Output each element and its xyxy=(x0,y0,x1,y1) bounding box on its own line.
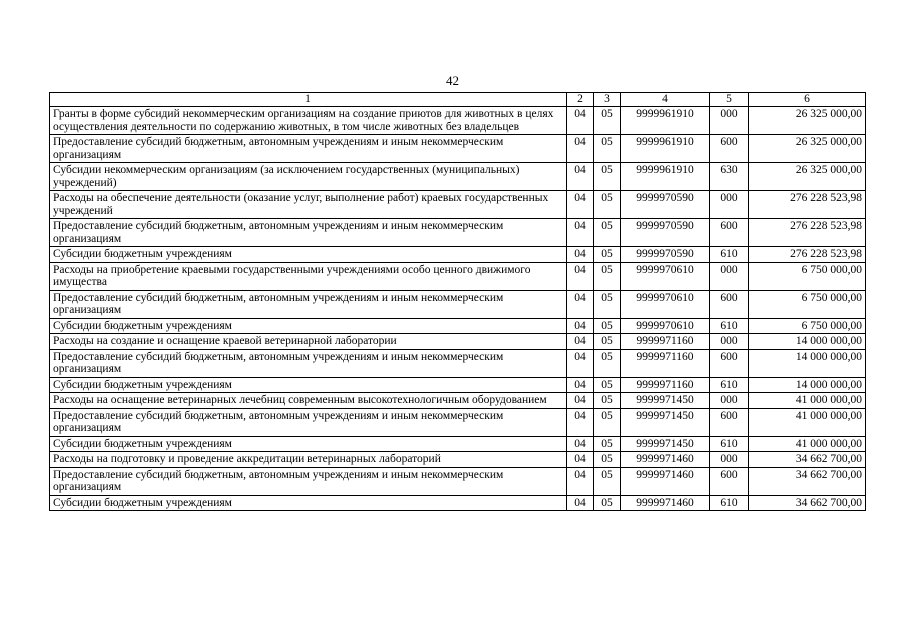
row-name-cell: Расходы на обеспечение деятельности (оказание услуг, выполнение работ) краевых государственных учреждений xyxy=(50,191,567,219)
row-name-cell: Субсидии бюджетным учреждениям xyxy=(50,377,567,393)
row-name-cell: Предоставление субсидий бюджетным, автономным учреждениям и иным некоммерческим организациям xyxy=(50,135,567,163)
row-amount-cell: 26 325 000,00 xyxy=(749,163,866,191)
row-name-cell: Расходы на подготовку и проведение аккредитации ветеринарных лабораторий xyxy=(50,452,567,468)
table-row xyxy=(50,349,866,377)
row-expense-type-cell: 600 xyxy=(710,219,749,247)
row-subsection-cell: 05 xyxy=(594,135,621,163)
row-expense-type-cell: 600 xyxy=(710,467,749,495)
row-name-cell: Расходы на приобретение краевыми государственными учреждениями особо ценного движимого имущества xyxy=(50,262,567,290)
row-amount-cell: 14 000 000,00 xyxy=(749,334,866,350)
row-section-cell: 04 xyxy=(567,247,594,263)
row-section-cell: 04 xyxy=(567,334,594,350)
row-amount-cell: 14 000 000,00 xyxy=(749,349,866,377)
row-section-cell: 04 xyxy=(567,349,594,377)
column-header: 6 xyxy=(749,93,866,107)
row-target-article-cell: 9999971460 xyxy=(621,495,710,511)
table-row xyxy=(50,408,866,436)
row-name-cell: Гранты в форме субсидий некоммерческим организациям на создание приютов для животных в целях осуществления деятельности по содержанию животных, в том числе животных без владельцев xyxy=(50,107,567,135)
row-amount-cell: 34 662 700,00 xyxy=(749,495,866,511)
table-row xyxy=(50,191,866,219)
row-target-article-cell: 9999961910 xyxy=(621,135,710,163)
row-section-cell: 04 xyxy=(567,377,594,393)
table-row xyxy=(50,290,866,318)
row-expense-type-cell: 600 xyxy=(710,349,749,377)
row-subsection-cell: 05 xyxy=(594,349,621,377)
row-name-cell: Субсидии бюджетным учреждениям xyxy=(50,318,567,334)
row-subsection-cell: 05 xyxy=(594,408,621,436)
table-row xyxy=(50,262,866,290)
row-target-article-cell: 9999971460 xyxy=(621,467,710,495)
row-target-article-cell: 9999970610 xyxy=(621,262,710,290)
table-row xyxy=(50,377,866,393)
row-name-cell: Субсидии бюджетным учреждениям xyxy=(50,495,567,511)
row-target-article-cell: 9999971450 xyxy=(621,393,710,409)
row-target-article-cell: 9999970590 xyxy=(621,191,710,219)
row-expense-type-cell: 610 xyxy=(710,318,749,334)
row-expense-type-cell: 610 xyxy=(710,377,749,393)
column-header: 3 xyxy=(594,93,621,107)
row-section-cell: 04 xyxy=(567,467,594,495)
row-amount-cell: 26 325 000,00 xyxy=(749,135,866,163)
row-expense-type-cell: 600 xyxy=(710,408,749,436)
row-subsection-cell: 05 xyxy=(594,191,621,219)
row-subsection-cell: 05 xyxy=(594,290,621,318)
row-target-article-cell: 9999970610 xyxy=(621,290,710,318)
column-header: 4 xyxy=(621,93,710,107)
row-subsection-cell: 05 xyxy=(594,334,621,350)
row-target-article-cell: 9999971450 xyxy=(621,408,710,436)
table-row xyxy=(50,135,866,163)
row-amount-cell: 14 000 000,00 xyxy=(749,377,866,393)
row-name-cell: Предоставление субсидий бюджетным, автономным учреждениям и иным некоммерческим организациям xyxy=(50,290,567,318)
row-target-article-cell: 9999971160 xyxy=(621,349,710,377)
row-expense-type-cell: 000 xyxy=(710,191,749,219)
page-number: 42 xyxy=(446,73,459,88)
row-amount-cell: 6 750 000,00 xyxy=(749,318,866,334)
row-expense-type-cell: 000 xyxy=(710,334,749,350)
row-target-article-cell: 9999970590 xyxy=(621,219,710,247)
row-expense-type-cell: 000 xyxy=(710,107,749,135)
row-expense-type-cell: 600 xyxy=(710,290,749,318)
row-section-cell: 04 xyxy=(567,135,594,163)
row-target-article-cell: 9999970590 xyxy=(621,247,710,263)
row-name-cell: Предоставление субсидий бюджетным, автономным учреждениям и иным некоммерческим организациям xyxy=(50,467,567,495)
row-section-cell: 04 xyxy=(567,107,594,135)
row-section-cell: 04 xyxy=(567,262,594,290)
row-subsection-cell: 05 xyxy=(594,318,621,334)
row-expense-type-cell: 610 xyxy=(710,247,749,263)
table-row xyxy=(50,467,866,495)
row-section-cell: 04 xyxy=(567,219,594,247)
row-target-article-cell: 9999971160 xyxy=(621,334,710,350)
row-amount-cell: 41 000 000,00 xyxy=(749,408,866,436)
row-name-cell: Предоставление субсидий бюджетным, автономным учреждениям и иным некоммерческим организациям xyxy=(50,219,567,247)
row-subsection-cell: 05 xyxy=(594,219,621,247)
row-amount-cell: 41 000 000,00 xyxy=(749,436,866,452)
row-amount-cell: 276 228 523,98 xyxy=(749,247,866,263)
row-expense-type-cell: 000 xyxy=(710,393,749,409)
row-name-cell: Субсидии некоммерческим организациям (за исключением государственных (муниципальных) учреждений) xyxy=(50,163,567,191)
table-row xyxy=(50,436,866,452)
row-expense-type-cell: 000 xyxy=(710,452,749,468)
row-subsection-cell: 05 xyxy=(594,436,621,452)
row-expense-type-cell: 000 xyxy=(710,262,749,290)
row-target-article-cell: 9999971460 xyxy=(621,452,710,468)
row-name-cell: Расходы на создание и оснащение краевой ветеринарной лаборатории xyxy=(50,334,567,350)
table-row xyxy=(50,163,866,191)
row-amount-cell: 34 662 700,00 xyxy=(749,467,866,495)
row-section-cell: 04 xyxy=(567,191,594,219)
row-amount-cell: 26 325 000,00 xyxy=(749,107,866,135)
row-amount-cell: 41 000 000,00 xyxy=(749,393,866,409)
row-expense-type-cell: 630 xyxy=(710,163,749,191)
row-target-article-cell: 9999971160 xyxy=(621,377,710,393)
table-row xyxy=(50,247,866,263)
row-subsection-cell: 05 xyxy=(594,247,621,263)
row-name-cell: Предоставление субсидий бюджетным, автономным учреждениям и иным некоммерческим организациям xyxy=(50,408,567,436)
row-target-article-cell: 9999970610 xyxy=(621,318,710,334)
row-name-cell: Субсидии бюджетным учреждениям xyxy=(50,247,567,263)
column-header: 1 xyxy=(50,93,567,107)
row-subsection-cell: 05 xyxy=(594,163,621,191)
table-header-row xyxy=(50,93,866,107)
table-row xyxy=(50,318,866,334)
row-section-cell: 04 xyxy=(567,495,594,511)
row-section-cell: 04 xyxy=(567,408,594,436)
column-header: 5 xyxy=(710,93,749,107)
row-amount-cell: 34 662 700,00 xyxy=(749,452,866,468)
table-row xyxy=(50,393,866,409)
table-row xyxy=(50,334,866,350)
row-expense-type-cell: 610 xyxy=(710,436,749,452)
table-row xyxy=(50,219,866,247)
row-amount-cell: 276 228 523,98 xyxy=(749,191,866,219)
row-target-article-cell: 9999961910 xyxy=(621,107,710,135)
row-subsection-cell: 05 xyxy=(594,452,621,468)
row-subsection-cell: 05 xyxy=(594,262,621,290)
row-amount-cell: 276 228 523,98 xyxy=(749,219,866,247)
row-section-cell: 04 xyxy=(567,452,594,468)
row-amount-cell: 6 750 000,00 xyxy=(749,290,866,318)
row-section-cell: 04 xyxy=(567,318,594,334)
row-subsection-cell: 05 xyxy=(594,377,621,393)
column-header: 2 xyxy=(567,93,594,107)
row-name-cell: Предоставление субсидий бюджетным, автономным учреждениям и иным некоммерческим организациям xyxy=(50,349,567,377)
row-target-article-cell: 9999971450 xyxy=(621,436,710,452)
row-subsection-cell: 05 xyxy=(594,495,621,511)
row-expense-type-cell: 600 xyxy=(710,135,749,163)
row-expense-type-cell: 610 xyxy=(710,495,749,511)
row-amount-cell: 6 750 000,00 xyxy=(749,262,866,290)
row-name-cell: Субсидии бюджетным учреждениям xyxy=(50,436,567,452)
table-row xyxy=(50,452,866,468)
table-row xyxy=(50,495,866,511)
row-section-cell: 04 xyxy=(567,290,594,318)
row-section-cell: 04 xyxy=(567,163,594,191)
row-name-cell: Расходы на оснащение ветеринарных лечебниц современным высокотехнологичным оборудованием xyxy=(50,393,567,409)
row-section-cell: 04 xyxy=(567,393,594,409)
row-section-cell: 04 xyxy=(567,436,594,452)
row-subsection-cell: 05 xyxy=(594,107,621,135)
row-subsection-cell: 05 xyxy=(594,393,621,409)
budget-table xyxy=(49,92,866,511)
row-subsection-cell: 05 xyxy=(594,467,621,495)
row-target-article-cell: 9999961910 xyxy=(621,163,710,191)
table-row xyxy=(50,107,866,135)
